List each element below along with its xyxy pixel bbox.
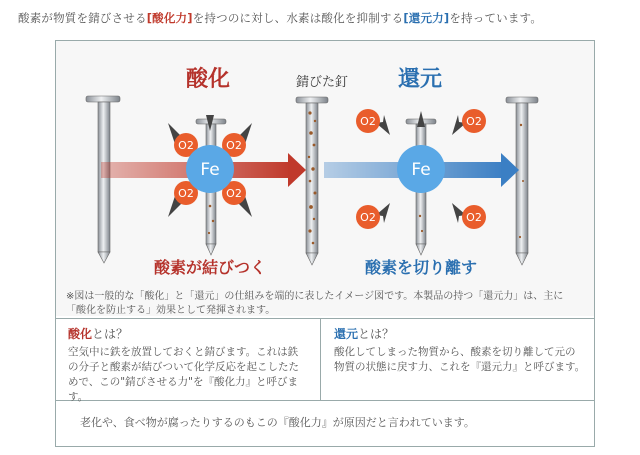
oxygen-label: O2	[226, 139, 242, 152]
rusty-nail-label: 錆びた釘	[295, 75, 349, 90]
intro-part1: 酸素が物質を錆びさせる	[18, 11, 147, 25]
oxidation-body	[68, 345, 316, 405]
oxygen-label: O2	[466, 211, 482, 224]
reduction-line: 物質の状態に戻す力、これを『還元力』と呼びます。	[334, 361, 586, 373]
oxygen-label: O2	[360, 115, 376, 128]
intro-part2: を持つのに対し、水素は酸化を抑制する	[192, 11, 404, 25]
oxygen-label: O2	[178, 139, 194, 152]
oxidation-line: 空気中に鉄を放置しておくと錆びます。これは鉄	[68, 346, 299, 358]
oxygen-label: O2	[466, 115, 482, 128]
iron-label-left: Fe	[200, 160, 220, 180]
reduction-body	[334, 345, 590, 375]
diagram-note	[66, 290, 586, 318]
reduction-title	[334, 325, 590, 342]
rusty-nail-icon	[296, 97, 328, 265]
intro-oxidizing-power: [酸化力]	[146, 11, 193, 25]
oxidation-title	[68, 325, 316, 342]
reduction-section	[334, 325, 590, 375]
oxidation-section	[68, 325, 316, 405]
oxidation-title-word: 酸化	[68, 327, 93, 341]
reduction-heading: 還元	[397, 67, 443, 92]
reduction-title-word: 還元	[334, 327, 359, 341]
oxidation-line: の分子と酸素が結びついて化学反応を起こしたた	[68, 361, 299, 373]
oxygen-label: O2	[226, 187, 242, 200]
note-line: ※図は一般的な「酸化」と「還元」の仕組みを端的に表したイメージ図です。本製品の持つ「還元力」は、主に	[66, 291, 564, 302]
intro-text	[18, 10, 628, 26]
divider-vertical	[320, 318, 321, 400]
divider	[56, 318, 594, 319]
reduction-caption: 酸素を切り離す	[364, 258, 478, 277]
iron-label-right: Fe	[411, 160, 431, 180]
reduction-title-suffix: とは？	[358, 327, 395, 341]
clean-nail-icon	[86, 96, 120, 263]
bottom-text: 老化や、食べ物が腐ったりするのもこの『酸化力』が原因だと言われています。	[80, 416, 475, 429]
note-line: 「酸化を防止する」効果として発揮されます。	[66, 305, 276, 316]
intro-part3: を持っています。	[449, 11, 543, 25]
oxidation-title-suffix: とは？	[92, 327, 129, 341]
oxidation-line: めで、この"錆びさせる力"を『酸化力』と呼びます。	[68, 376, 298, 403]
oxygen-label: O2	[360, 211, 376, 224]
oxygen-label: O2	[178, 187, 194, 200]
restored-nail-icon	[506, 97, 538, 265]
intro-reducing-power: [還元力]	[403, 11, 450, 25]
oxidation-caption: 酸素が結びつく	[153, 258, 267, 277]
redox-diagram	[56, 41, 594, 291]
oxidation-heading: 酸化	[185, 67, 231, 92]
reduction-line: 酸化してしまった物質から、酸素を切り離して元の	[334, 346, 576, 358]
